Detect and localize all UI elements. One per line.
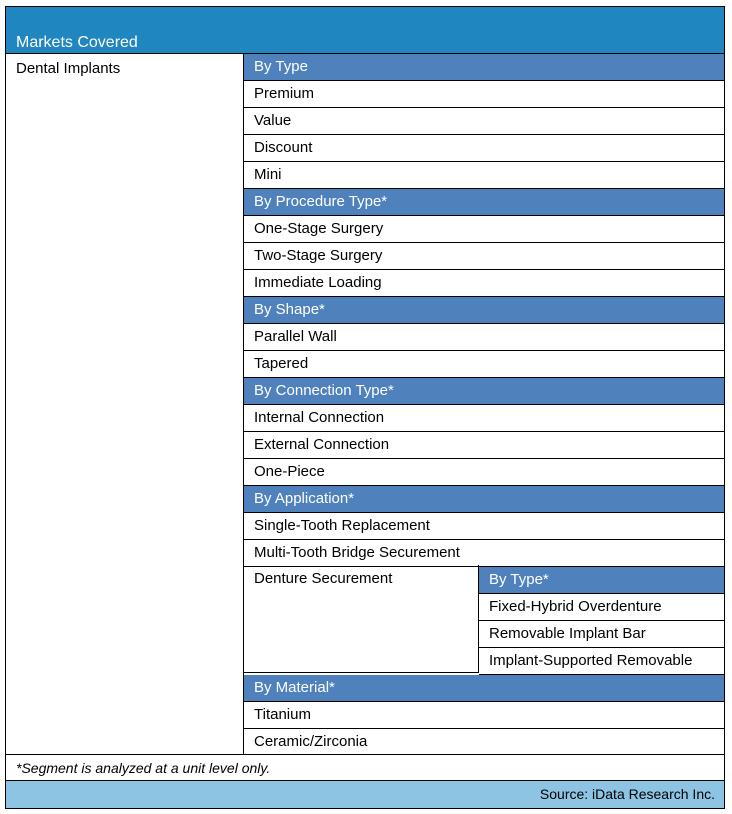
material-item: Titanium	[244, 702, 724, 729]
segment-item: Value	[244, 108, 724, 135]
segment-item: Tapered	[244, 351, 724, 378]
segment-item: Discount	[244, 135, 724, 162]
segment-header: By Application*	[244, 486, 724, 513]
segment-item: Single-Tooth Replacement	[244, 513, 724, 540]
denture-sub-item: Fixed-Hybrid Overdenture	[479, 594, 724, 621]
segment-header: By Procedure Type*	[244, 189, 724, 216]
denture-sub-item: Removable Implant Bar	[479, 621, 724, 648]
segment-item: Multi-Tooth Bridge Securement	[244, 540, 724, 567]
market-column	[6, 54, 244, 754]
material-item: Ceramic/Zirconia	[244, 729, 724, 756]
segment-header: By Shape*	[244, 297, 724, 324]
segment-item: Internal Connection	[244, 405, 724, 432]
table-title-bar	[6, 7, 724, 54]
segment-item: Two-Stage Surgery	[244, 243, 724, 270]
table-title: Markets Covered	[16, 34, 138, 51]
segment-item: One-Piece	[244, 459, 724, 486]
markets-covered-table	[5, 6, 725, 809]
segment-item: Immediate Loading	[244, 270, 724, 297]
footnote: *Segment is analyzed at a unit level only.	[6, 754, 724, 781]
segment-item: Mini	[244, 162, 724, 189]
source-text: Source: iData Research Inc.	[539, 786, 715, 802]
segment-item: Parallel Wall	[244, 324, 724, 351]
segment-header: By Connection Type*	[244, 378, 724, 405]
market-name: Dental Implants	[16, 60, 121, 77]
segment-item: One-Stage Surgery	[244, 216, 724, 243]
segment-header: By Type	[244, 54, 724, 81]
denture-sub-header: By Type*	[479, 567, 724, 594]
denture-securement-label: Denture Securement	[254, 570, 393, 587]
denture-sub-item: Implant-Supported Removable	[479, 648, 724, 675]
material-header: By Material*	[244, 675, 724, 702]
segment-item: Premium	[244, 81, 724, 108]
segment-item: External Connection	[244, 432, 724, 459]
denture-securement-cell	[244, 565, 479, 673]
source-bar	[6, 781, 724, 808]
